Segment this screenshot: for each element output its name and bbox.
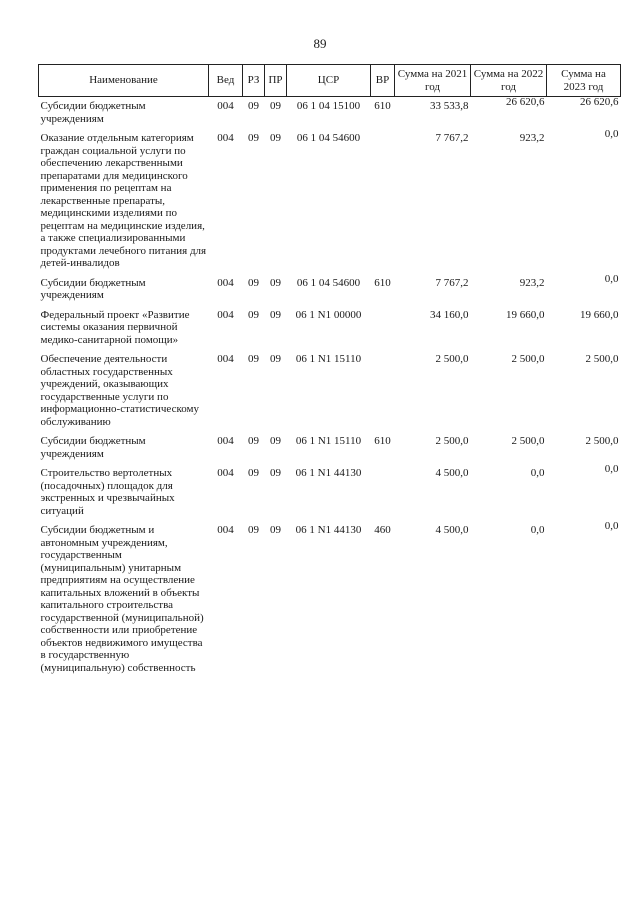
row-csr: 06 1 04 15100: [296, 100, 361, 112]
row-vr: [371, 125, 395, 270]
row-rz: 09: [248, 308, 259, 321]
row-ved: 004: [217, 132, 234, 144]
row-sum-2021: 2 500,0: [435, 353, 469, 365]
row-pr: 09: [270, 435, 281, 447]
table-row: [39, 125, 621, 270]
row-sum-2023: 19 660,0: [580, 308, 619, 321]
row-csr: 06 1 N1 15110: [295, 353, 362, 365]
row-vr: [371, 460, 395, 517]
row-name: Субсидии бюджетным учреждениям: [40, 435, 146, 460]
header-sum-2023: Сумма на 2023 год: [547, 65, 621, 97]
row-sum-2023: 0,0: [604, 520, 619, 532]
row-sum-2023: 26 620,6: [580, 96, 619, 108]
budget-table: [38, 64, 621, 674]
header-pr: ПР: [265, 65, 287, 97]
row-vr: 610: [374, 100, 391, 112]
table-row: [39, 460, 621, 517]
row-sum-2023: 0,0: [604, 272, 619, 285]
row-csr: 06 1 04 54600: [296, 276, 361, 289]
table-row: [39, 428, 621, 460]
page-number: 89: [313, 36, 327, 51]
row-csr: 06 1 N1 44130: [295, 524, 362, 536]
row-sum-2023: 0,0: [604, 463, 619, 475]
row-vr: 610: [374, 276, 391, 289]
table-row: [39, 346, 621, 428]
row-csr: 06 1 N1 00000: [295, 308, 362, 321]
row-rz: 09: [248, 100, 259, 112]
row-sum-2021: 4 500,0: [435, 524, 469, 536]
row-ved: 004: [217, 100, 234, 112]
row-csr: 06 1 N1 44130: [295, 467, 362, 479]
row-name: Субсидии бюджетным и автономным учреждениям, государственным (муниципальным) унитарным предприятиям на осуществление капитальных вложений в объекты капитального строительства государственной (муниципальной) собственности или приобретение объектов недвижимого имущества в государственную (муниципальную) собственность: [40, 524, 204, 674]
row-sum-2022: 0,0: [530, 467, 545, 479]
row-name: Федеральный проект «Развитие системы оказания первичной медико-санитарной помощи»: [40, 308, 190, 346]
row-rz: 09: [248, 524, 259, 536]
row-sum-2023: 2 500,0: [585, 435, 619, 447]
row-sum-2022: 923,2: [519, 276, 545, 289]
header-sum-2022: Сумма на 2022 год: [471, 65, 547, 97]
row-pr: 09: [270, 308, 281, 321]
table-row: [39, 270, 621, 302]
header-csr: ЦСР: [287, 65, 371, 97]
row-sum-2022: 0,0: [530, 524, 545, 536]
header-vr: ВР: [371, 65, 395, 97]
row-sum-2022: 26 620,6: [506, 96, 545, 108]
table-row: [39, 302, 621, 347]
row-rz: 09: [248, 353, 259, 365]
row-vr: [371, 346, 395, 428]
row-sum-2022: 923,2: [519, 132, 545, 144]
row-sum-2021: 33 533,8: [430, 100, 469, 112]
row-pr: 09: [270, 132, 281, 144]
row-sum-2021: 4 500,0: [435, 467, 469, 479]
row-sum-2022: 2 500,0: [511, 353, 545, 365]
row-name: Строительство вертолетных (посадочных) площадок для экстренных и чрезвычайных ситуаций: [40, 467, 175, 517]
row-pr: 09: [270, 353, 281, 365]
header-ved: Вед: [209, 65, 243, 97]
row-ved: 004: [217, 276, 234, 289]
row-name: Обеспечение деятельности областных государственных учреждений, оказывающих государственные услуги по информационно-статистическому обслуживанию: [40, 353, 200, 428]
row-sum-2021: 34 160,0: [430, 308, 469, 321]
row-pr: 09: [270, 524, 281, 536]
header-name: Наименование: [39, 65, 209, 97]
row-rz: 09: [248, 467, 259, 479]
row-ved: 004: [217, 435, 234, 447]
row-ved: 004: [217, 524, 234, 536]
header-sum-2021: Сумма на 2021 год: [395, 65, 471, 97]
row-pr: 09: [270, 276, 281, 289]
row-csr: 06 1 N1 15110: [295, 435, 362, 447]
row-name: Субсидии бюджетным учреждениям: [40, 100, 146, 125]
row-sum-2022: 19 660,0: [506, 308, 545, 321]
row-name: Субсидии бюджетным учреждениям: [40, 276, 146, 301]
row-sum-2021: 7 767,2: [435, 276, 469, 289]
row-name: Оказание отдельным категориям граждан социальной услуги по обеспечению лекарственными препаратами для медицинского применения по рецептам на лекарственные препараты, медицинскими изделиями по рецептам на медицинские изделия, а также специализированными продуктами лечебного питания для детей-инвалидов: [40, 132, 207, 269]
row-vr: 610: [374, 435, 391, 447]
row-rz: 09: [248, 276, 259, 289]
header-rz: РЗ: [243, 65, 265, 97]
row-pr: 09: [270, 100, 281, 112]
table-row: [39, 517, 621, 674]
row-sum-2022: 2 500,0: [511, 435, 545, 447]
row-pr: 09: [270, 467, 281, 479]
row-ved: 004: [217, 308, 234, 321]
row-sum-2023: 0,0: [604, 128, 619, 140]
row-rz: 09: [248, 132, 259, 144]
row-ved: 004: [217, 353, 234, 365]
row-vr: 460: [374, 524, 391, 536]
row-csr: 06 1 04 54600: [296, 132, 361, 144]
table-row: [39, 97, 621, 126]
row-vr: [371, 302, 395, 347]
row-sum-2021: 2 500,0: [435, 435, 469, 447]
row-sum-2023: 2 500,0: [585, 353, 619, 365]
row-rz: 09: [248, 435, 259, 447]
row-ved: 004: [217, 467, 234, 479]
row-sum-2021: 7 767,2: [435, 132, 469, 144]
